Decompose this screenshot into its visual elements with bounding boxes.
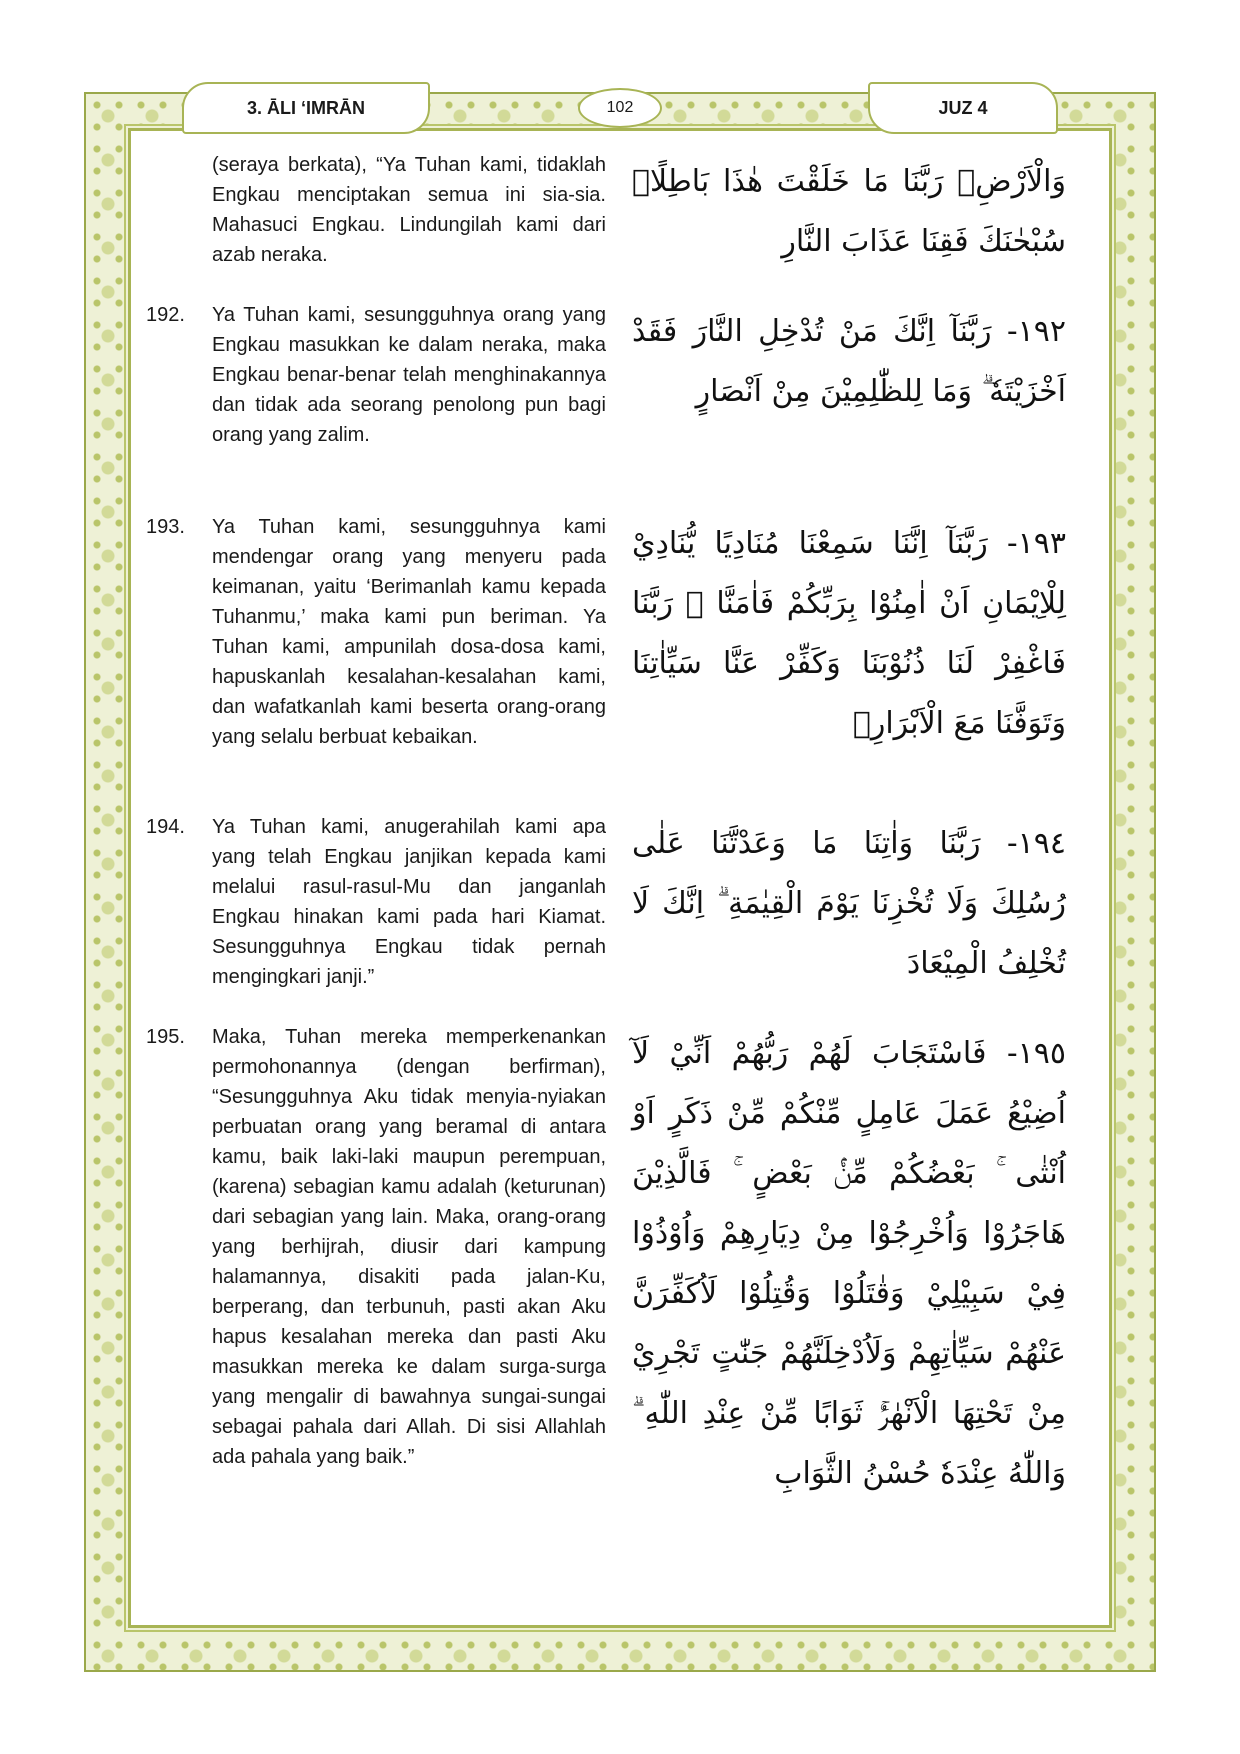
verse-number: 194. — [146, 816, 185, 838]
verse-number: 193. — [146, 516, 185, 538]
verse-translation: Maka, Tuhan mereka memperkenankan permohonannya (dengan berfirman), “Sesungguhnya Aku tidak menyia-nyiakan perbuatan orang yang beramal di antara kamu, baik laki-laki maupun perempuan, (karena) sebagian kamu adalah (keturunan) dari sebagian yang lain. Maka, orang-orang yang berhijrah, diusir dari kampung halamannya, disakiti pada jalan-Ku, berperang, dan terbunuh, pasti akan Aku hapus kesalahan mereka dan pasti Aku masukkan mereka ke dalam surga-surga yang mengalir di bawahnya sungai-sungai sebagai pahala dari Allah. Di sisi Allahlah ada pahala yang baik.” — [212, 1026, 606, 1468]
verse-translation: Ya Tuhan kami, sesungguhnya orang yang Engkau masukkan ke dalam neraka, maka Engkau benar-benar telah menghinakannya dan tidak ada seorang penolong pun bagi orang yang zalim. — [212, 304, 606, 446]
verse-arabic: وَالْاَرْضِۚ رَبَّنَا مَا خَلَقْتَ هٰذَا بَاطِلًاۚ سُبْحٰنَكَ فَقِنَا عَذَابَ النَّارِ — [632, 164, 1066, 259]
verse-number: 195. — [146, 1026, 185, 1048]
verse-arabic: ١٩٣- رَبَّنَآ اِنَّنَا سَمِعْنَا مُنَادِيًا يُّنَادِيْ لِلْاِيْمَانِ اَنْ اٰمِنُوْا بِرَبِّكُمْ فَاٰمَنَّا ۖ رَبَّنَا فَاغْفِرْ لَنَا ذُنُوْبَنَا وَكَفِّرْ عَنَّا سَيِّاٰتِنَا وَتَوَفَّنَا مَعَ الْاَبْرَارِۚ — [632, 526, 1066, 741]
verse-translation: Ya Tuhan kami, anugerahilah kami apa yang telah Engkau janjikan kepada kami melalui rasul-rasul-Mu dan janganlah Engkau hinakan kami pada hari Kiamat. Sesungguhnya Engkau tidak pernah mengingkari janji.” — [212, 816, 606, 988]
verse-number: 192. — [146, 304, 185, 326]
verse-translation: (seraya berkata), “Ya Tuhan kami, tidaklah Engkau menciptakan semua ini sia-sia. Mahasuci Engkau. Lindungilah kami dari azab neraka. — [212, 154, 606, 266]
verse-arabic: ١٩٢- رَبَّنَآ اِنَّكَ مَنْ تُدْخِلِ النَّارَ فَقَدْ اَخْزَيْتَهٗ ۗ وَمَا لِلظّٰلِمِيْنَ مِنْ اَنْصَارٍ — [632, 314, 1066, 409]
surah-title: 3. ĀLI ‘IMRĀN — [182, 82, 430, 134]
juz-label: JUZ 4 — [868, 82, 1058, 134]
verse-arabic: ١٩٤- رَبَّنَا وَاٰتِنَا مَا وَعَدْتَّنَا عَلٰى رُسُلِكَ وَلَا تُخْزِنَا يَوْمَ الْقِيٰمَةِ ۗ اِنَّكَ لَا تُخْلِفُ الْمِيْعَادَ — [632, 826, 1066, 981]
page-number: 102 — [578, 88, 662, 128]
verse-translation: Ya Tuhan kami, sesungguhnya kami mendengar orang yang menyeru pada keimanan, yaitu ‘Berimanlah kamu kepada Tuhanmu,’ maka kami pun beriman. Ya Tuhan kami, ampunilah dosa-dosa kami, hapuskanlah kesalahan-kesalahan kami, dan wafatkanlah kami beserta orang-orang yang selalu berbuat kebaikan. — [212, 516, 606, 748]
verse-arabic: ١٩٥- فَاسْتَجَابَ لَهُمْ رَبُّهُمْ اَنِّيْ لَآ اُضِيْعُ عَمَلَ عَامِلٍ مِّنْكُمْ مِّنْ ذَكَرٍ اَوْ اُنْثٰى ۚ بَعْضُكُمْ مِّنْۢ بَعْضٍ ۚ فَالَّذِيْنَ هَاجَرُوْا وَاُخْرِجُوْا مِنْ دِيَارِهِمْ وَاُوْذُوْا فِيْ سَبِيْلِيْ وَقٰتَلُوْا وَقُتِلُوْا لَاُكَفِّرَنَّ عَنْهُمْ سَيِّاٰتِهِمْ وَلَاُدْخِلَنَّهُمْ جَنّٰتٍ تَجْرِيْ مِنْ تَحْتِهَا الْاَنْهٰرُۚ ثَوَابًا مِّنْ عِنْدِ اللّٰهِ ۗ وَاللّٰهُ عِنْدَهٗ حُسْنُ الثَّوَابِ — [632, 1036, 1066, 1491]
